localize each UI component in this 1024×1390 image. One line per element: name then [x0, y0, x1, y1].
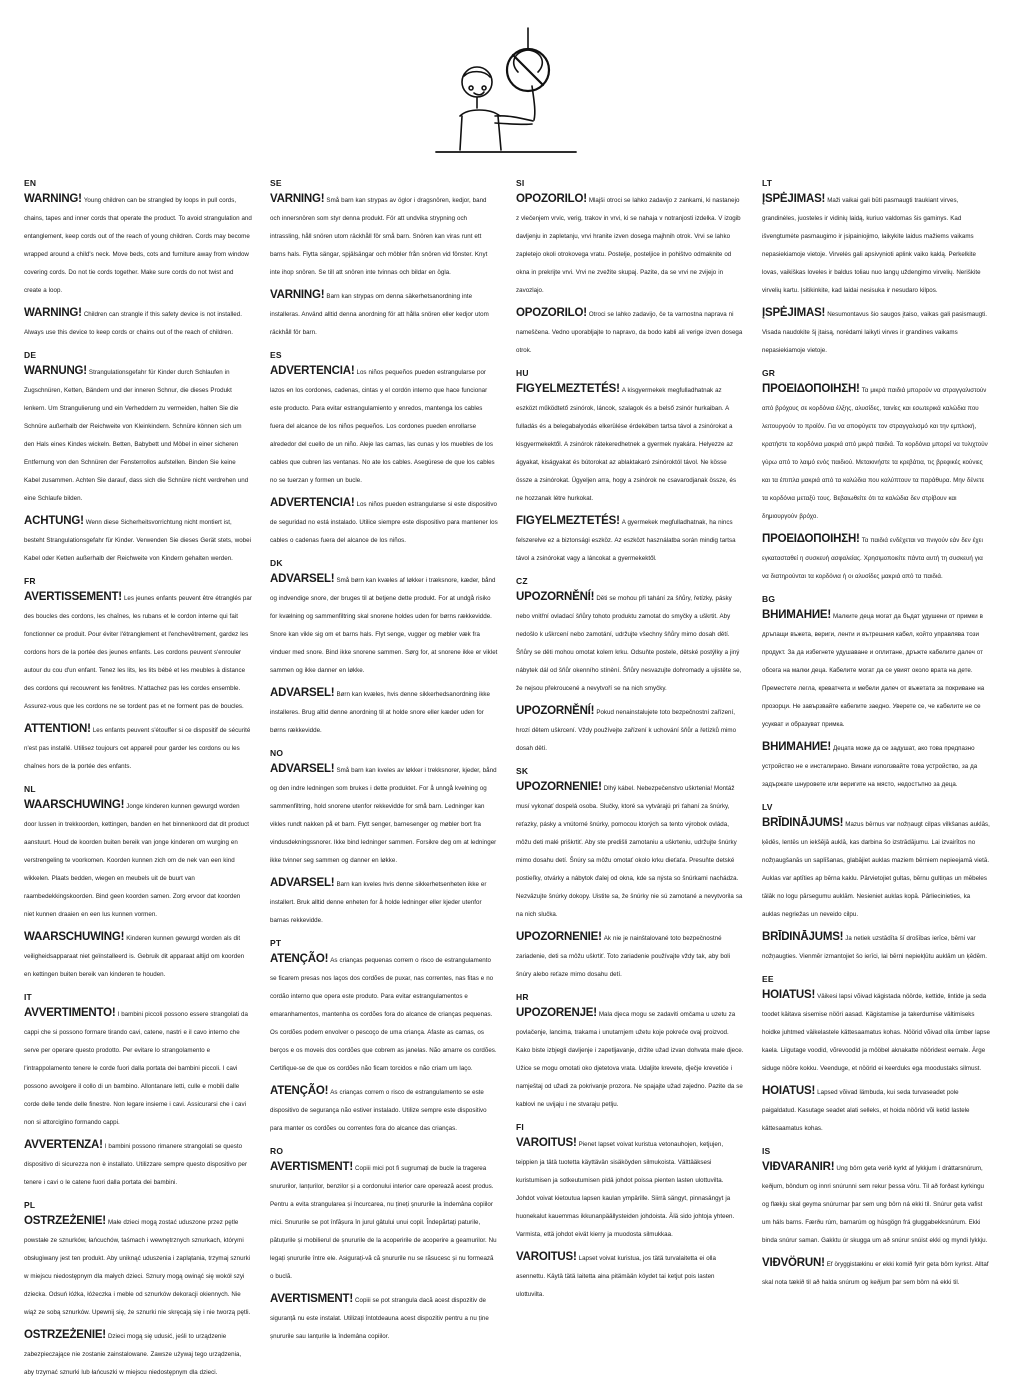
warning-heading: AVERTISMENT!: [270, 1161, 353, 1173]
warning-paragraph: [516, 927, 744, 981]
lang-code: RO: [270, 1146, 284, 1156]
lang-block-pt: [270, 938, 498, 1135]
warning-paragraph: [516, 189, 744, 297]
warning-paragraph: [516, 303, 744, 357]
warning-text: Ef öryggistækinu er ekki komið fyrir geta börn kyrkst. Alltaf skal nota tækið til að halda snúrum og keðjum þar sem börn ná ekki til.: [762, 1261, 989, 1286]
warning-text: Små barn kan strypas av öglor i dragsnören, kedjor, band och innersnören som styr denna produkt. För att undvika strypning och intrassling, håll snören utom räckhåll för små barn. Snören kan viras runt ett barns hals. Flytta sängar, spjälsängar och möbler från snören vid fönster. Knyt inte ihop snören. Se till att snören inte tvinnas och bildar en ögla.: [270, 197, 488, 276]
warning-heading: ATTENTION!: [24, 723, 91, 735]
lang-code: NL: [24, 784, 36, 794]
warning-text: Mazus bērnus var nožņaugt cilpas vilkšanas auklās, ķēdēs, lentēs un iekšējā auklā, kas darbina šo izstrādājumu. Lai izvairītos no nožņaugšanās un saplīšanas, glabājiet auklas maziem bērniem nepieejamā vietā. Auklas var aptīties ap bērna kaklu. Pārvietojiet gultas, bērnu gultiņas un mēbeles tālāk no logu pārsegumu auklām. Nesieniet auklas kopā. Pārliecinieties, ka auklas negriežas un neveido cilpu.: [762, 821, 990, 918]
warning-heading: VIÐVARANIR!: [762, 1161, 835, 1173]
warning-text: Wenn diese Sicherheitsvorrichtung nicht montiert ist, besteht Strangulationsgefahr für Kinder. Verwenden Sie dieses Gerät stets, wobei Kabel oder Ketten außerhalb der Reichweite von Kindern gehalten werden.: [24, 519, 251, 562]
lang-code: BG: [762, 594, 776, 604]
warning-text: I bambini possono rimanere strangolati se questo dispositivo di sicurezza non è installato. Utilizzare sempre questo dispositivo per tenere i cavi o le catene fuori dalla portata dei bambini.: [24, 1143, 248, 1186]
warning-heading: WARNING!: [24, 193, 82, 205]
warning-paragraph: [270, 493, 498, 547]
warning-text: Mala djeca mogu se zadaviti omčama u uzetu za povlačenje, lancima, trakama i unutarnjem užetu koje pokreće ovaj proizvod. Kako biste izbjegli davljenje i zapetljavanje, držite užad izvan dohvata male djece. Užice se mogu omotati oko djetetova vrata. Udaljite krevete, dječje krevetiće i namještaj od užadi za pokrivanje prozora. Ne spajajte užad zajedno. Pazite da se kablovi ne uvijaju i ne stvaraju petlju.: [516, 1011, 744, 1108]
lang-code: DK: [270, 558, 283, 568]
lang-block-lt: [762, 178, 990, 357]
child-strangulation-warning-pictogram: [400, 20, 640, 170]
warning-text: Les jeunes enfants peuvent être étranglés par des boucles des cordons, les chaînes, les rubans et le cordon interne qui fait fonctionner ce produit. Pour éviter l'étranglement et l'enchevêtrement, gardez les cordons hors de la portée des jeunes enfants. Les cordons peuvent s'enrouler autour du cou d'un enfant. Tenez les lits, les lits bébé et les meubles à distance des cordons qui recouvrent les fenêtres. N'attachez pas les cordes ensemble. Assurez-vous que les cordons ne se tordent pas et ne forment pas de boucles.: [24, 595, 252, 710]
lang-block-fr: [24, 576, 252, 773]
lang-code: NO: [270, 748, 284, 758]
warning-heading: AVVERTIMENTO!: [24, 1007, 116, 1019]
warning-heading: AVVERTENZA!: [24, 1139, 103, 1151]
lang-code: GR: [762, 368, 776, 378]
warning-heading: OSTRZEŻENIE!: [24, 1215, 106, 1227]
lang-block-cz: [516, 576, 744, 755]
lang-code: HR: [516, 992, 529, 1002]
warning-text: Децата може да се задушат, ако това предпазно устройство не е инсталирано. Винаги използвайте това устройство, за да задържате шнуровете или веригите на място, недостъпно за деца.: [762, 745, 978, 788]
warning-heading: WARNUNG!: [24, 365, 87, 377]
warning-text: As crianças correm o risco de estrangulamento se este dispositivo de segurança não estiver instalado. Utilize sempre este dispositivo para manter os cordões ou correntes fora do alcance das crianças.: [270, 1089, 487, 1132]
warning-paragraph: [762, 529, 990, 583]
lang-code: LV: [762, 802, 773, 812]
warning-paragraph: [24, 1325, 252, 1379]
warning-heading: ĮSPĖJIMAS!: [762, 193, 826, 205]
warning-text: Ung börn geta verið kyrkt af lykkjum í dráttarsnúrum, keðjum, böndum og innri snúrunni sem rekur þessa vöru. Til að forðast kyrkingu og flækju skal geyma snúrurnar þar sem ung börn ná ekki til. Snúrur geta vafist um háls barns. Færðu rúm, barnarúm og húsgögn frá gluggabekksnúrum. Ekki binda snúrur saman. Gakktu úr skugga um að snúrur snúist ekki og myndi lykkju.: [762, 1165, 988, 1244]
warning-paragraph: [762, 189, 990, 297]
warning-heading: FIGYELMEZTETÉS!: [516, 515, 620, 527]
column-1: [24, 178, 252, 1390]
warning-paragraph: [24, 511, 252, 565]
lang-block-lv: [762, 802, 990, 963]
warning-heading: ADVARSEL!: [270, 877, 335, 889]
warning-text: Ja netiek uzstādīta šī drošības ierīce, bērni var nožņaugties. Vienmēr izmantojiet šo ierīci, lai bērni nepiekļūtu auklām un ķēdēm.: [762, 935, 987, 960]
lang-block-hr: [516, 992, 744, 1111]
warning-paragraph: [24, 189, 252, 297]
warning-paragraph: [270, 285, 498, 339]
warning-text: I bambini piccoli possono essere strangolati da cappi che si possono formare tirando cavi, catene, nastri e il cavo interno che serve per operare questo prodotto. Per evitare lo strangolamento e l'intrappolamento tenere le corde fuori dalla portata dei bambini piccoli. I cavi possono avvolgere il collo di un bambino. Allontanare letti, culle e mobili dalle corde delle tende delle finestre. Non legare insieme i cavi. Assicurarsi che i cavi non si attorciglino formando cappi.: [24, 1011, 248, 1126]
warning-paragraph: [24, 1003, 252, 1129]
lang-block-gr: [762, 368, 990, 583]
lang-code: SE: [270, 178, 282, 188]
warning-heading: ADVARSEL!: [270, 687, 335, 699]
lang-code: CZ: [516, 576, 528, 586]
warning-heading: WAARSCHUWING!: [24, 931, 125, 943]
warning-text: Børn kan kvæles, hvis denne sikkerhedsanordning ikke installeres. Brug altid denne anordning til at holde snore eller kæder uden for børns rækkevidde.: [270, 691, 491, 734]
warning-text: Pokud nenainstalujete toto bezpečnostní zařízení, hrozí dětem uškrcení. Vždy používejte zařízení k uchování šňůr a řetízků mimo dosah dětí.: [516, 709, 737, 752]
warning-paragraph: [270, 189, 498, 279]
warning-heading: WARNING!: [24, 307, 82, 319]
warning-paragraph: [762, 1081, 990, 1135]
warning-paragraph: [24, 303, 252, 339]
warning-text: Maži vaikai gali būti pasmaugti traukiant virves, grandinėles, juosteles ir vidinių laidą, kuriuo valdomas šis gaminys. Kad išvengtumėte pasmaugimo ir įsipainiojimo, laikykite laidus mažiems vaikams nepasiekiamoje vietoje. Virvelės gali apsivynioti aplink vaiko kaklą. Perkelkite lovas, vaikiškas loveles ir baldus toliau nuo langų uždengimo virvelių. Neriškite virvelių kartu. Įsitikinkite, kad laidai nesisuka ir nesudaro kilpos.: [762, 197, 981, 294]
column-2: [270, 178, 498, 1390]
warning-paragraph: [24, 587, 252, 713]
warning-text: Young children can be strangled by loops in pull cords, chains, tapes and inner cords that operate the product. To avoid strangulation and entanglement, keep cords out of the reach of young children. Cords may become wrapped around a child's neck. Move beds, cots and furniture away from window covering cords. Do not tie cords together. Make sure cords do not twist and create a loop.: [24, 197, 252, 294]
warning-paragraph: [516, 1133, 744, 1241]
warning-text: Strangulationsgefahr für Kinder durch Schlaufen in Zugschnüren, Ketten, Bändern und der inneren Schnur, die dieses Produkt lenkern. Um Strangulierung und ein Verheddern zu vermeiden, halten Sie die Schnüre außerhalb der Reichweite von Kleinkindern. Schnüre können sich um den Hals eines Kindes wickeln. Betten, Babybett und Möbel in einer sicheren Entfernung von den Schnüren der Fensterrollos aufstellen. Binden Sie keine Kabel zusammen. Achten Sie darauf, dass sich die Schnüre nicht verdrehen und eine Schlaufe bilden.: [24, 369, 249, 502]
lang-block-ee: [762, 974, 990, 1135]
warning-heading: UPOZORNĚNÍ!: [516, 591, 595, 603]
warning-paragraph: [24, 1135, 252, 1189]
warning-text: Děti se mohou při tahání za šňůry, řetízky, pásky nebo vnitřní ovladací šňůry tohoto produktu zamotat do smyčky a uškrtit. Aby nedošlo k uškrcení nebo zamotání, udržujte všechny šňůry mimo dosah dětí. Šňůry se děti mohou omotat kolem krku. Odsuňte postele, dětské postýlky a jiný nábytek dál od šňůr okenního stínění. Šňůry nesvazujte dohromady a ujistěte se, že nejsou překroucené a nevytvoří se na nich smyčky.: [516, 595, 742, 692]
lang-block-si: [516, 178, 744, 357]
warning-heading: BRĪDINĀJUMS!: [762, 931, 844, 943]
lang-code: FR: [24, 576, 36, 586]
warning-text: Pienet lapset voivat kuristua vetonauhojen, ketjujen, teippien ja tätä tuotetta käyttävän sisäköyden silmukoista. Välttääksesi kuristumisen ja sotkeutumisen pidä johdot poissa pienten lasten ulottuvilta. Johdot voivat kietoutua lapsen kaulan ympärille. Siirrä sängyt, pinnasängyt ja huonekalut kauemmas ikkunanpäällysteiden johdoista. Älä sido johtoja yhteen. Varmista, että johdot eivät kierry ja muodosta silmukkaa.: [516, 1141, 735, 1238]
warning-heading: UPOZORNĚNÍ!: [516, 705, 595, 717]
warning-paragraph: [24, 361, 252, 505]
warning-paragraph: [270, 1157, 498, 1283]
warning-paragraph: [762, 813, 990, 921]
warning-paragraph: [516, 587, 744, 695]
warning-text: Nesumontavus šio saugos įtaiso, vaikas gali pasismaugti. Visada naudokite šį įtaisą, norėdami laikyti virves ir grandines vaikams nepasiekiamoje vietoje.: [762, 311, 988, 354]
lang-code: DE: [24, 350, 37, 360]
warning-text: Copiii mici pot fi sugrumați de bucle la tragerea snururilor, lanțurilor, benzilor și a cordonului interior care operează acest produs. Pentru a evita strangularea și încurcarea, nu țineți șnururile la îndemâna copiilor mici. Snururile se pot înfășura în jurul gâtului unui copil. Îndepărtați paturile, pătuțurile și mobilierul de șnururile de la acoperirile de acoperire a geamurilor. Nu legați șnururile între ele. Asigurați-vă că șnururile nu se răsucesc și nu formează o buclă.: [270, 1165, 497, 1280]
warning-text: Barn kan strypas om denna säkerhetsanordning inte installeras. Använd alltid denna anordning för att hålla snören eller kedjor utom räckhåll för barn.: [270, 293, 489, 336]
warning-heading: HOIATUS!: [762, 989, 816, 1001]
warning-paragraph: [762, 303, 990, 357]
lang-code: EN: [24, 178, 37, 188]
warning-text: A gyermekek megfulladhatnak, ha nincs felszerelve ez a biztonsági eszköz. Az eszközt használatba során mindig tartsa távol a zsinórokat vagy a láncokat a gyermekektől.: [516, 519, 736, 562]
warning-text: Los niños pueden estrangularse si este dispositivo de seguridad no está instalado. Utilice siempre este dispositivo para mantener los cables o cadenas fuera del alcance de los niños.: [270, 501, 498, 544]
warning-paragraph: [24, 719, 252, 773]
warning-text: Children can strangle if this safety device is not installed. Always use this device to keep cords or chains out of the reach of children.: [24, 311, 242, 336]
warning-text: Mlajši otroci se lahko zadavijo z zankami, ki nastanejo z vlečenjem vrvic, verig, trakov in vrvi, ki se nahaja v notranjosti izdelka. V izogib davljenju in zapletanju, vrvi hranite izven dosega majhnih otrok. Vrvi se lahko zapletejo okoli otrokovega vratu. Postelje, posteljice in pohištvo odmaknite od okna in prekrijte vrvi. Vrvi ne zvežite skupaj. Pazite, da se vrvi ne zvijejo in zavozlajo.: [516, 197, 741, 294]
warning-paragraph: [270, 759, 498, 867]
warning-heading: UPOZORENJE!: [516, 1007, 597, 1019]
warning-heading: VIÐVÖRUN!: [762, 1257, 825, 1269]
warning-heading: ATENÇÃO!: [270, 953, 329, 965]
warning-text: Малките деца могат да бъдат удушени от примки в дръпащи въжета, вериги, ленти и вътрешния кабел, който управлява този продукт. За да избегнете удушаване и оплитане, дръжте кабелите далеч от обсега на малки деца. Кабелите могат да се увият около врата на дете. Преместете легла, креватчета и мебели далеч от въжетата за покриване на прозорци. Не завързвайте кабелите заедно. Уверете се, че кабелите не се усукват и образуват примка.: [762, 613, 985, 728]
warning-text: Små barn kan kveles av løkker i trekksnorer, kjeder, bånd og den indre ledningen som brukes i dette produktet. For å unngå kvelning og sammenfiltring, hold snorene utenfor rekkevidde for små barn. Ledninger kan vikles rundt nakken på et barn. Flytt senger, barnesenger og møbler bort fra vindusdekningssnorer. Ikke bind ledninger sammen. Forsikre deg om at ledninger ikke tvinner seg sammen og danner en løkke.: [270, 767, 497, 864]
lang-block-it: [24, 992, 252, 1189]
warning-heading: ATENÇÃO!: [270, 1085, 329, 1097]
warning-text: A kisgyermekek megfulladhatnak az eszközt működtető zsinórok, láncok, szalagok és a belső zsinór hurkaiban. A fulladás és a belegabalyodás elkerülése érdekében tartsa távol a zsinórokat a kisgyermekektől. A zsinórok rátekeredhetnek a gyermek nyakára. Helyezze az ágyakat, kiságyakat és bútorokat az ablaktakaró zsinóroktól távol. Ne kösse össze a zsinórokat. Ügyeljen arra, hogy a zsinórok ne csavarodjanak össze, és ne hozzanak létre hurkokat.: [516, 387, 737, 502]
lang-block-es: [270, 350, 498, 547]
warning-heading: ACHTUNG!: [24, 515, 84, 527]
warning-heading: ВНИМАНИЕ!: [762, 741, 832, 753]
column-4: [762, 178, 990, 1390]
warning-paragraph: [516, 701, 744, 755]
warning-heading: ΠΡΟΕΙΔΟΠΟΙΗΣΗ!: [762, 533, 860, 545]
lang-code: IT: [24, 992, 32, 1002]
warning-paragraph: [270, 361, 498, 487]
lang-block-fi: [516, 1122, 744, 1301]
lang-block-bg: [762, 594, 990, 791]
warning-heading: ADVERTENCIA!: [270, 365, 355, 377]
warning-text: Τα μικρά παιδιά μπορούν να στραγγαλιστούν από βρόχους σε κορδόνια έλξης, αλυσίδες, ταινίες και εσωτερικά καλώδια που λειτουργούν το προϊόν. Για να αποφύγετε τον στραγγαλισμό και την εμπλοκή, κρατήστε τα κορδόνια μακριά από μικρά παιδιά. Τα κορδόνια μπορεί να τυλιχτούν γύρω από το λαιμό ενός παιδιού. Μετακινήστε τα κρεβάτια, τις βρεφικές κούνιες και τα έπιπλα μακριά από τα καλώδια που καλύπτουν τα παράθυρα. Μην δένετε τα κορδόνια μεταξύ τους. Βεβαιωθείτε ότι τα καλώδια δεν στρίβουν και δημιουργούν βρόχο.: [762, 387, 988, 520]
warning-paragraph: [762, 985, 990, 1075]
warning-text: Lapset voivat kuristua, jos tätä turvalaitetta ei olla asennettu. Käytä tätä laitetta aina pitämään köydet tai ketjut pois lasten ulottuvilta.: [516, 1255, 716, 1298]
warning-heading: OPOZORILO!: [516, 193, 587, 205]
lang-code: LT: [762, 178, 773, 188]
warning-heading: AVERTISSEMENT!: [24, 591, 122, 603]
warning-heading: UPOZORNENIE!: [516, 931, 602, 943]
warning-paragraph: [516, 1003, 744, 1111]
warning-text: Copiii se pot strangula dacă acest dispozitiv de siguranță nu este instalat. Utilizați întotdeauna acest dispozitiv pentru a nu ține șnururile sau lanțurile la îndemâna copiilor.: [270, 1297, 489, 1340]
warning-paragraph: [24, 927, 252, 981]
warning-text: Los niños pequeños pueden estrangularse por lazos en los cordones, cadenas, cintas y el cordón interno que hace funcionar este producto. Para evitar estrangulamiento y enredos, mantenga los cables fuera del alcance de los niños pequeños. Los cordones pueden enrollarse alrededor del cuello de un niño. Aleje las camas, las cunas y los muebles de los cables que cubren las ventanas. No ate los cables. Asegúrese de que los cables no se tuerzan y formen un bucle.: [270, 369, 495, 484]
warning-text: Små børn kan kvæles af løkker i træksnore, kæder, bånd og indvendige snore, der bruges til at betjene dette produkt. For at undgå risiko for kvælning og sammenfiltring skal snorene holdes uden for børns rækkevidde. Snore kan vikle sig om et barns hals. Flyt senge, vugger og møbler væk fra vinduer med snore. Bind ikke snorene sammen. Sørg for, at snorene ikke er viklet sammen og ikke danner en løkke.: [270, 577, 498, 674]
warning-heading: ΠΡΟΕΙΔΟΠΟΙΗΣΗ!: [762, 383, 860, 395]
lang-block-en: [24, 178, 252, 339]
warning-text: Barn kan kveles hvis denne sikkerhetsenheten ikke er installert. Bruk alltid denne enheten for å holde ledninger eller kjeder utenfor barnas rekkevidde.: [270, 881, 487, 924]
lang-code: SK: [516, 766, 529, 776]
lang-code: FI: [516, 1122, 524, 1132]
warning-heading: AVERTISMENT!: [270, 1293, 353, 1305]
lang-block-de: [24, 350, 252, 565]
lang-block-hu: [516, 368, 744, 565]
warning-heading: ADVARSEL!: [270, 573, 335, 585]
warning-paragraph: [762, 737, 990, 791]
warning-paragraph: [762, 1253, 990, 1289]
column-3: [516, 178, 744, 1390]
warning-text: Ak nie je nainštalované toto bezpečnostné zariadenie, deti sa môžu uškrtiť. Toto zariadenie používajte vždy tak, aby boli šnúry alebo reťaze mimo dosahu detí.: [516, 935, 731, 978]
warning-text: Τα παιδιά ενδέχεται να πνιγούν εάν δεν έχει εγκατασταθεί η συσκευή ασφαλείας. Χρησιμοποιείτε πάντα αυτή τη συσκευή για να διατηρούνται τα κορδόνια ή οι αλυσίδες μακριά από τα παιδιά.: [762, 537, 983, 580]
warning-paragraph: [270, 949, 498, 1075]
lang-block-sk: [516, 766, 744, 981]
warning-heading: VAROITUS!: [516, 1251, 577, 1263]
lang-block-pl: [24, 1200, 252, 1379]
lang-code: SI: [516, 178, 525, 188]
warning-paragraph: [762, 379, 990, 523]
warning-paragraph: [270, 569, 498, 677]
lang-code: PT: [270, 938, 282, 948]
warning-text: Les enfants peuvent s'étouffer si ce dispositif de sécurité n'est pas installé. Utilisez toujours cet appareil pour garder les cordons ou les chaînes hors de la portée des enfants.: [24, 727, 251, 770]
lang-code: ES: [270, 350, 282, 360]
warning-heading: VARNING!: [270, 193, 325, 205]
warning-text: Kinderen kunnen gewurgd worden als dit veiligheidsapparaat niet geïnstalleerd is. Gebruik dit apparaat altijd om koorden en kettingen buiten bereik van kinderen te houden.: [24, 935, 245, 978]
warning-paragraph: [516, 511, 744, 565]
lang-code: IS: [762, 1146, 771, 1156]
warning-paragraph: [24, 1211, 252, 1319]
lang-block-no: [270, 748, 498, 927]
warning-text: Väikesi lapsi võivad kägistada nöörde, kettide, lintide ja seda toodet käitava sisemise nööri aasad. Kägistamise ja takerdumise vältimiseks hoidke juhtmed väikelastele kättesaamatus kohas. Nöörid võivad olla ümber lapse kaela. Liigutage voodid, võrevoodid ja mööbel aknakatte nööridest eemale. Ärge siduge nööre kokku. Veenduge, et nöörid ei keerduks ega moodustaks silmust.: [762, 993, 990, 1072]
warning-heading: FIGYELMEZTETÉS!: [516, 383, 620, 395]
warning-heading: BRĪDINĀJUMS!: [762, 817, 844, 829]
warning-paragraph: [270, 1081, 498, 1135]
warning-paragraph: [270, 683, 498, 737]
warning-heading: ADVERTENCIA!: [270, 497, 355, 509]
warning-text: Otroci se lahko zadavijo, če ta varnostna naprava ni nameščena. Vedno uporabljajte to napravo, da bodo kabli ali verige izven dosega otrok.: [516, 311, 743, 354]
warning-paragraph: [516, 777, 744, 921]
warning-heading: ADVARSEL!: [270, 763, 335, 775]
warning-text: Jonge kinderen kunnen gewurgd worden door lussen in trekkoorden, kettingen, banden en het binnenkoord dat dit product aanstuurt. Houd de koorden buiten bereik van jonge kinderen om wurging en verstrengeling te voorkomen. Koorden kunnen zich om de nek van een kind wikkelen. Plaats bedden, wiegen en meubels uit de buurt van raambedekkingskoorden. Bind geen koorden samen. Zorg ervoor dat koorden niet kunnen draaien en een lus kunnen vormen.: [24, 803, 249, 918]
lang-block-ro: [270, 1146, 498, 1343]
warning-heading: HOIATUS!: [762, 1085, 816, 1097]
lang-block-dk: [270, 558, 498, 737]
warning-paragraph: [516, 1247, 744, 1301]
warning-paragraph: [24, 795, 252, 921]
warning-paragraph: [270, 873, 498, 927]
lang-code: HU: [516, 368, 529, 378]
warning-text: Dzieci mogą się udusić, jeśli to urządzenie zabezpieczające nie zostanie zainstalowane. Zawsze używaj tego urządzenia, aby trzymać sznurki lub łańcuszki w miejscu niedostępnym dla dzieci.: [24, 1333, 242, 1376]
lang-code: PL: [24, 1200, 36, 1210]
language-columns: [24, 178, 1000, 1390]
warning-paragraph: [762, 927, 990, 963]
warning-heading: ВНИМАНИЕ!: [762, 609, 832, 621]
warning-paragraph: [270, 1289, 498, 1343]
lang-block-is: [762, 1146, 990, 1289]
lang-block-se: [270, 178, 498, 339]
warning-heading: VAROITUS!: [516, 1137, 577, 1149]
warning-paragraph: [516, 379, 744, 505]
warning-heading: WAARSCHUWING!: [24, 799, 125, 811]
warning-text: As crianças pequenas correm o risco de estrangulamento se ficarem presas nos laços dos cordões de puxar, nas correntes, nas fitas e no cordão interno que opera este produto. Para evitar estrangulamentos e emaranhamentos, mantenha os cordões fora do alcance de crianças pequenas. Os cordões podem envolver o pescoço de uma criança. Afaste as camas, os berços e os moveis dos cordões que cobrem as janelas. Não amarre os cordões. Certifique-se de que os cordões não ficam torcidos e não criam um laço.: [270, 957, 497, 1072]
warning-text: Dlhý kábel. Nebezpečenstvo uškrtenia! Montáž musí vykonať dospelá osoba. Slučky, ktoré sa vytvárajú pri ťahaní za šnúrky, reťazky, pásky a vnútorné šnúrky, pomocou ktorých sa tento výrobok ovláda, môžu deti malé priškrtiť. Aby ste predišli zamotaniu a uškrteniu, udržujte šnúrky mimo dosahu detí. Šnúry sa môžu omotať okolo krku dieťaťa. Presuňte detské postieľky, otvárky a nábytok ďalej od okna, kde sa nýsta so šnúrkami nachádza. Nezväzujte šnúrky dokopy. Uistite sa, že šnúrky nie sú zamotané a nevytvorila sa na nich slučka.: [516, 785, 743, 918]
warning-paragraph: [762, 1157, 990, 1247]
warning-paragraph: [762, 605, 990, 731]
warning-heading: OPOZORILO!: [516, 307, 587, 319]
warning-text: Małe dzieci mogą zostać uduszone przez pętle powstałe ze sznurków, łańcuchów, taśmach i wewnętrznych sznurkach, którymi obsługiwany jest ten produkt. Aby uniknąć uduszenia i zaplątania, trzymaj sznurki w miejscu niedostępnym dla małych dzieci. Sznury mogą owinąć się wokół szyi dziecka. Odsuń łóżka, łóżeczka i meble od sznurków dekoracji okiennych. Nie wiąż ze sobą sznurków. Upewnij się, że sznurki nie skręcają się i nie tworzą pętli.: [24, 1219, 251, 1316]
warning-text: Lapsed võivad lämbuda, kui seda turvaseadet pole paigaldatud. Kasutage seadet alati selleks, et hoida nöörid või ketid lastele kättesaamatus kohas.: [762, 1089, 970, 1132]
lang-block-nl: [24, 784, 252, 981]
warning-heading: OSTRZEŻENIE!: [24, 1329, 106, 1341]
warning-heading: VARNING!: [270, 289, 325, 301]
warning-heading: ĮSPĖJIMAS!: [762, 307, 826, 319]
warning-heading: UPOZORNENIE!: [516, 781, 602, 793]
lang-code: EE: [762, 974, 774, 984]
